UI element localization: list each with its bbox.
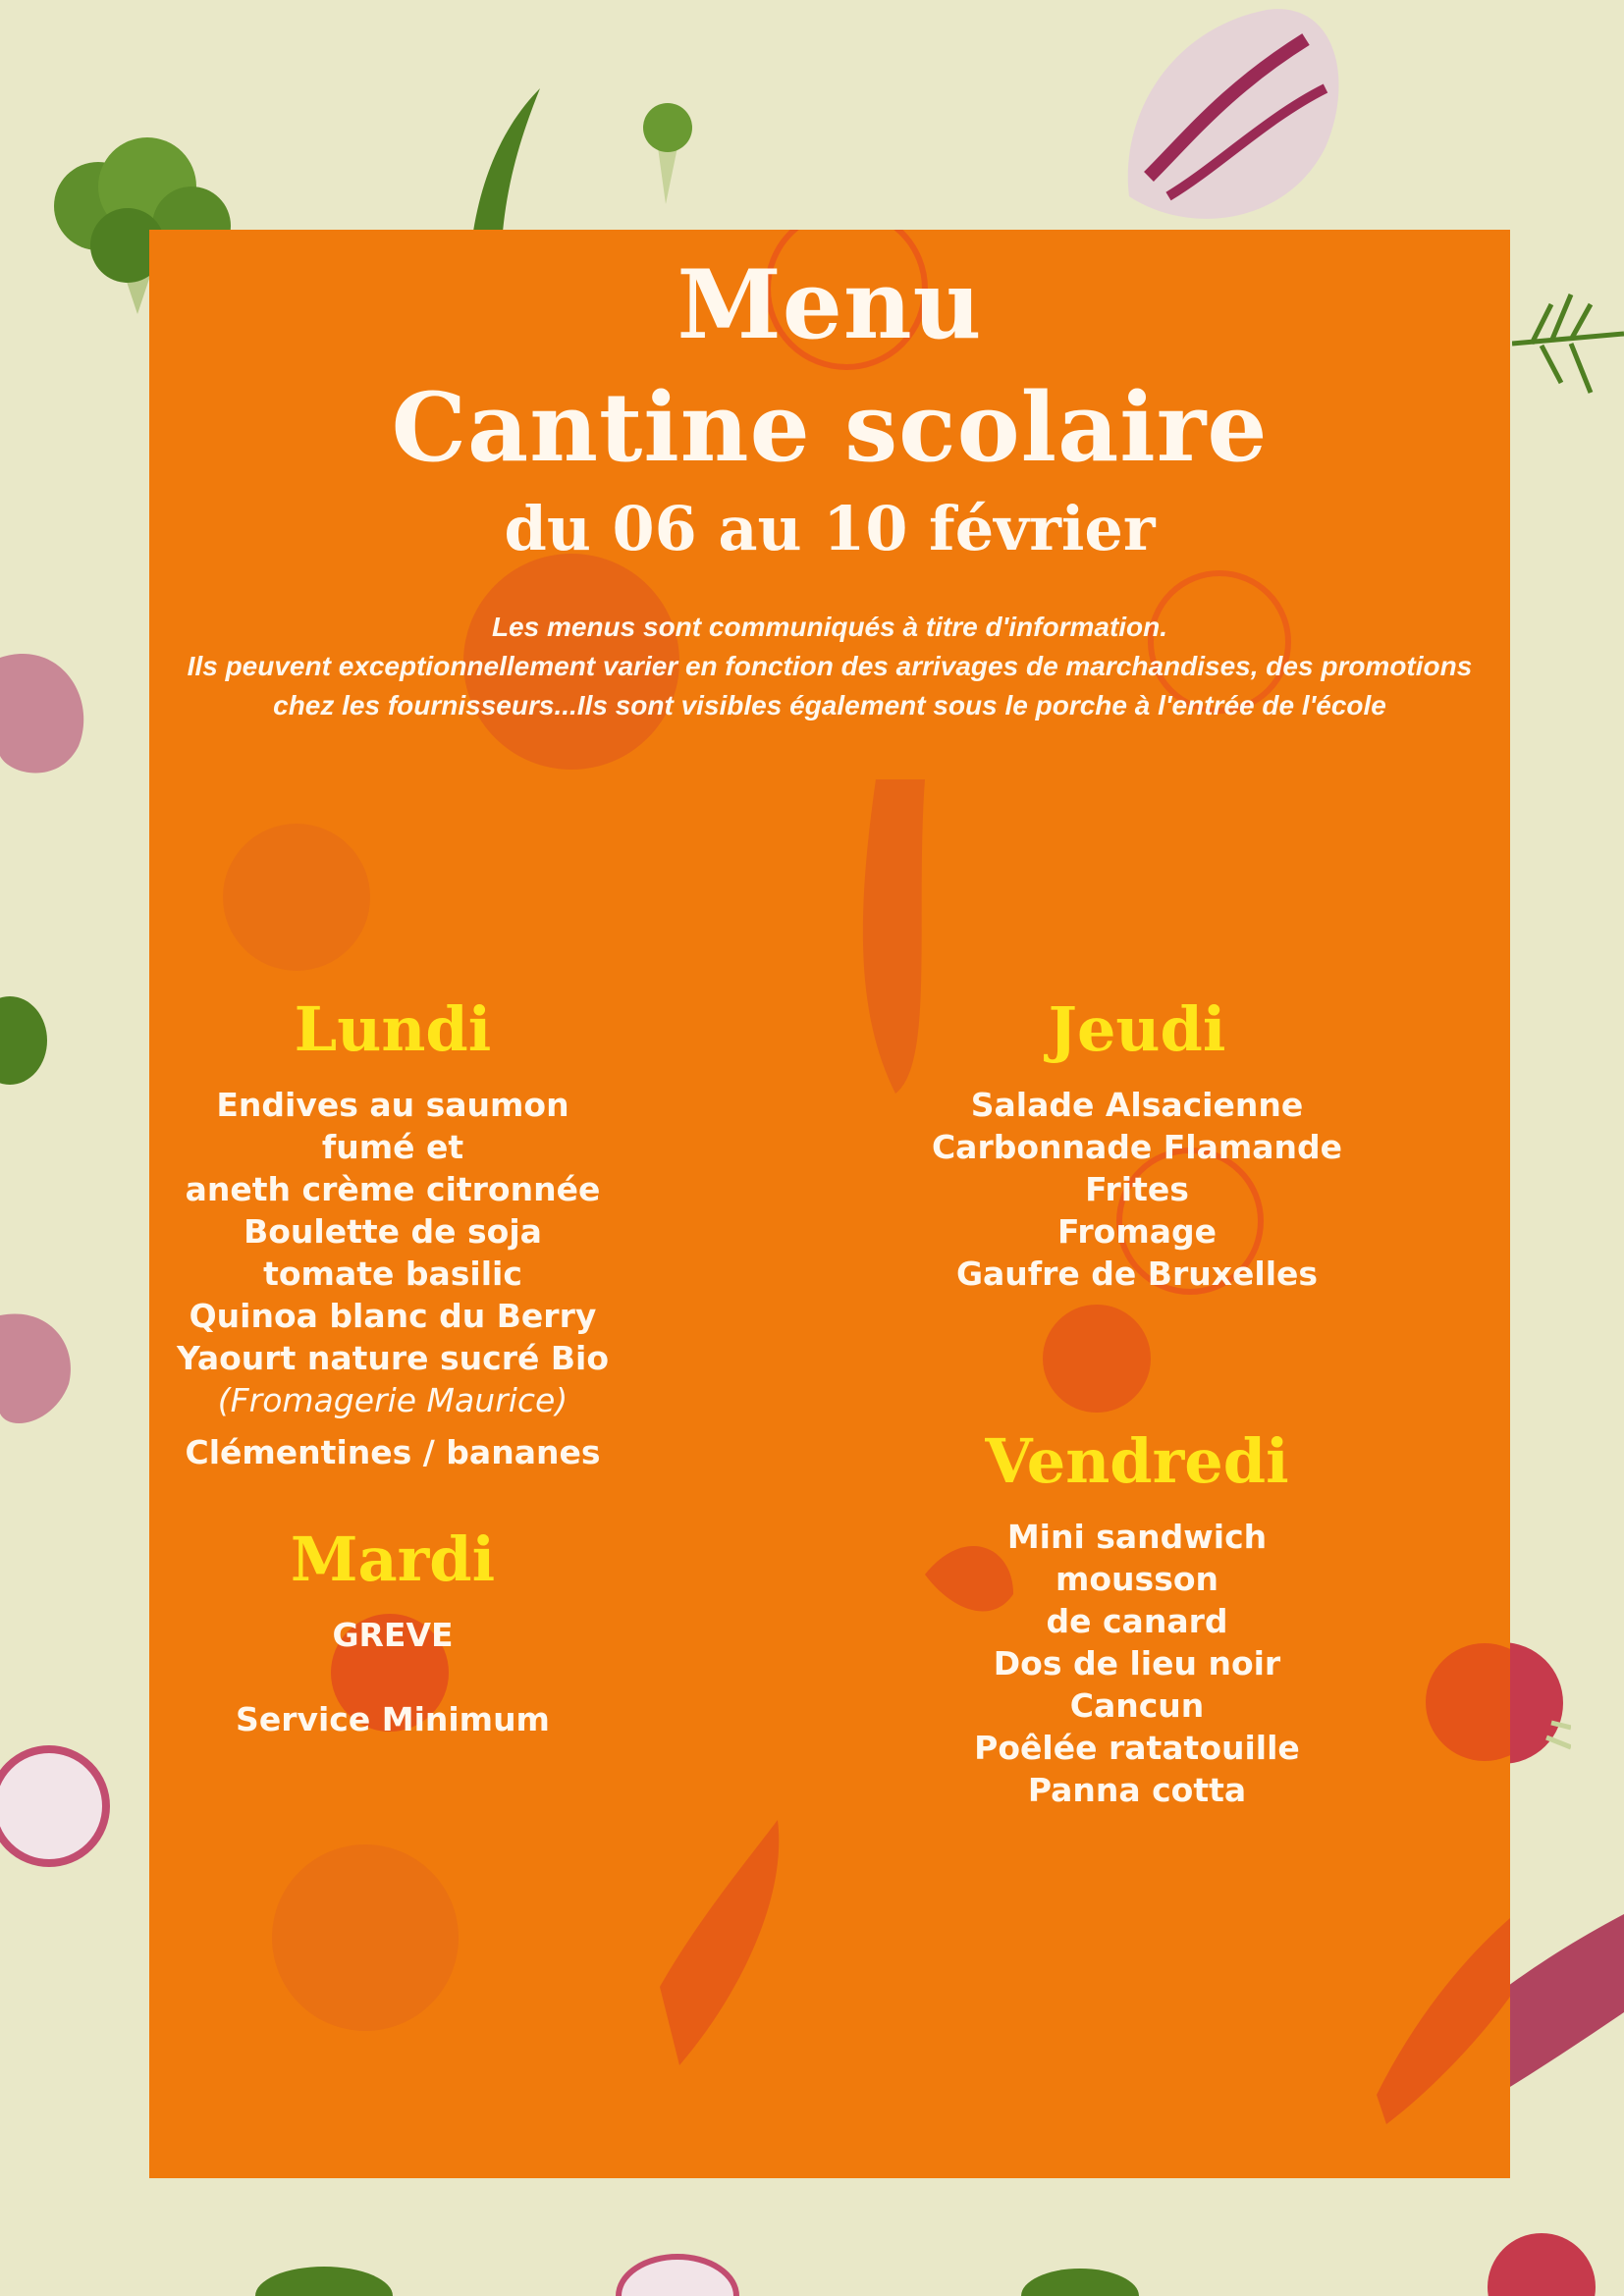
radicchio-leaf-illustration	[1110, 0, 1365, 236]
day-heading-mardi: Mardi	[290, 1523, 496, 1595]
dish-item: Frites	[1085, 1170, 1189, 1208]
dish-item: Mini sandwich mousson	[1006, 1518, 1268, 1598]
day-block-mardi	[177, 1523, 609, 1740]
menu-dates: du 06 au 10 février	[504, 493, 1156, 564]
radish-slice-illustration	[0, 1718, 118, 1895]
radicchio-left-illustration	[0, 638, 98, 785]
day-heading-lundi: Lundi	[294, 993, 492, 1065]
notice-line: chez les fournisseurs...Ils sont visibles également sous le porche à l'entrée de l'école	[273, 690, 1386, 721]
dish-item: Fromage	[1056, 1212, 1218, 1251]
day-block-jeudi	[921, 993, 1353, 1295]
menu-subtitle: Cantine scolaire	[391, 372, 1269, 483]
radicchio-left2-illustration	[0, 1306, 79, 1433]
dish-item: Dos de lieu noir Cancun	[993, 1644, 1281, 1725]
notice-line: Les menus sont communiqués à titre d'information.	[491, 612, 1168, 642]
menu-panel	[149, 230, 1510, 2178]
notice-line: Ils peuvent exceptionnellement varier en fonction des arrivages de marchandises, des promotions	[187, 651, 1473, 681]
dish-item: Boulette de soja tomate basilic	[244, 1212, 542, 1293]
radish-slice-bottom-illustration	[609, 2248, 746, 2296]
dish-item: GREVE	[332, 1616, 454, 1654]
radish-bottom-illustration	[1473, 2218, 1624, 2296]
dish-item: aneth crème citronnée	[185, 1170, 601, 1208]
dish-item: Yaourt nature sucré Bio	[177, 1339, 609, 1377]
dish-item: Salade Alsacienne	[970, 1086, 1304, 1124]
day-heading-vendredi: Vendredi	[985, 1425, 1289, 1497]
menu-notice	[149, 608, 1510, 725]
dish-item: Poêlée ratatouille	[974, 1729, 1300, 1767]
dish-item: Carbonnade Flamande	[931, 1128, 1343, 1166]
dish-item: Endives au saumon fumé et	[216, 1086, 569, 1166]
leaf-bottom2-illustration	[1021, 2258, 1139, 2296]
leaf-bottom-illustration	[255, 2258, 393, 2296]
dish-item: Clémentines / bananes	[185, 1433, 601, 1471]
day-heading-jeudi: Jeudi	[1048, 993, 1226, 1065]
dish-item: Gaufre de Bruxelles	[955, 1255, 1319, 1293]
dish-item: Panna cotta	[1027, 1771, 1247, 1809]
day-block-vendredi	[921, 1425, 1353, 1811]
dill-sprig-illustration	[1512, 275, 1624, 412]
small-broccoli-illustration	[628, 88, 707, 206]
dish-note: (Fromagerie Maurice)	[217, 1381, 568, 1419]
day-block-lundi	[177, 993, 609, 1473]
dish-item: de canard	[1046, 1602, 1228, 1640]
spinach-leaf-illustration	[0, 991, 49, 1090]
dish-item: Service Minimum	[236, 1700, 550, 1738]
dish-item: Quinoa blanc du Berry	[189, 1297, 597, 1335]
menu-title: Menu	[677, 249, 983, 360]
